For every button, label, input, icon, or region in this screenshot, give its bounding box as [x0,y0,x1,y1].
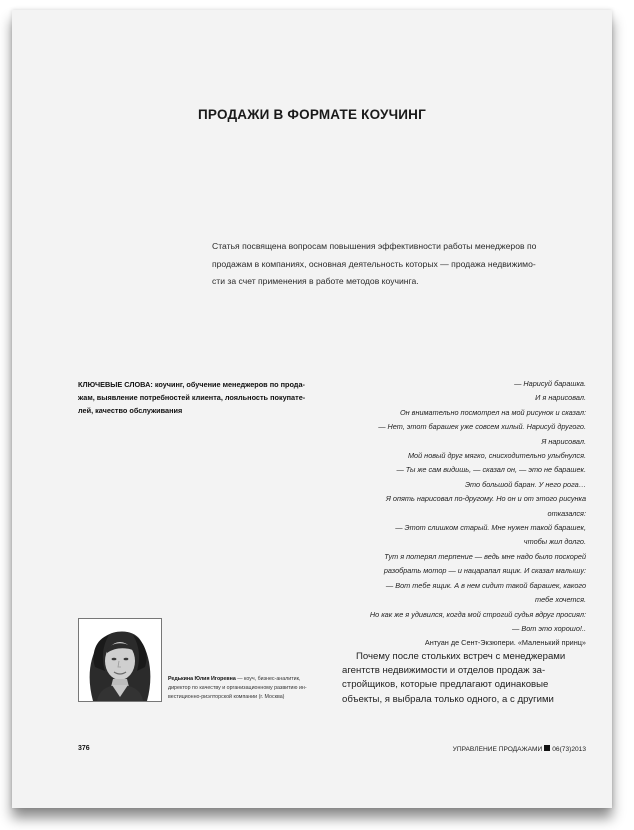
epigraph-line: И я нарисовал. [535,393,586,403]
body-line: Почему после стольких встреч с менеджерами [356,651,566,662]
epigraph-line: — Нет, этот барашек уже совсем хилый. Нарисуй другого. [378,422,586,432]
epigraph-line: разобрать мотор — и нацарапал ящик. И сказал малышу: [383,566,586,576]
epigraph-line: чтобы жил долго. [523,537,586,547]
epigraph-line: тебе хочется. [535,595,586,605]
article-title: ПРОДАЖИ В ФОРМАТЕ КОУЧИНГ [198,107,426,122]
body-line: объекты, я выбрала только одного, а с другими [342,693,554,705]
epigraph-line: — Вот тебе ящик. А в нем сидит такой барашек, какого [385,580,586,590]
epigraph-line: Но как же я удивился, когда мой строгий судья вдруг просиял: [369,609,586,619]
epigraph [306,377,586,651]
epigraph-line: Я нарисовал. [541,436,586,446]
article-abstract [212,238,602,291]
epigraph-line: Мой новый друг мягко, снисходительно улыбнулся. [407,451,586,461]
article-body [342,650,602,707]
author-info [168,675,338,702]
keywords-line: лей, качество обслуживания [78,406,183,415]
author-name: Редькина Юлия Игоревна [168,676,236,682]
epigraph-line: — Этот слишком старый. Мне нужен такой барашек, [395,523,586,533]
magazine-page [12,10,612,808]
author-photo [78,618,162,702]
square-separator-icon [544,745,550,751]
epigraph-line: — Ты же сам видишь, — сказал он, — это не барашек. [396,465,586,475]
keywords-line: КЛЮЧЕВЫЕ СЛОВА: коучинг, обучение менеджеров по прода- [78,380,305,389]
body-line: агентств недвижимости и отделов продаж за- [342,665,546,677]
epigraph-line: Тут я потерял терпение — ведь мне надо было поскорей [384,551,586,561]
journal-name: УПРАВЛЕНИЕ ПРОДАЖАМИ [452,746,543,753]
author-line [168,675,338,684]
page-number: 376 [78,745,90,752]
epigraph-line: — Вот это хорошо!.. [512,623,586,633]
abstract-line: Статья посвящена вопросам повышения эффективности работы менеджеров по [212,241,537,251]
journal-footer [453,745,586,753]
body-line: стройщиков, которые предлагают одинаковые [342,679,549,691]
abstract-line: продажам в компаниях, основная деятельность которых — продажа недвижимо- [212,258,536,269]
epigraph-line: отказался: [547,508,586,518]
author-bio-3: вестиционно-риэлторской компании (г. Москва) [168,694,285,700]
epigraph-line: Это большой баран. У него рога… [464,479,586,489]
epigraph-line: — Нарисуй барашка. [514,379,586,388]
author-portrait-image [79,619,161,701]
abstract-line: сти за счет применения в работе методов коучинга. [212,276,419,286]
epigraph-source: Антуан де Сент-Экзюпери. «Маленький принц» [424,638,586,648]
epigraph-line: Я опять нарисовал по-другому. Но он и от этого рисунка [385,494,586,504]
epigraph-line: Он внимательно посмотрел на мой рисунок и сказал: [399,407,586,417]
journal-issue: 06(73)2013 [552,746,586,753]
author-bio-2: директор по качеству и организационному развитию ин- [168,685,307,691]
author-bio-1: — коуч, бизнес-аналитик, [235,676,301,682]
keywords-line: жам, выявление потребностей клиента, лояльность покупате- [78,393,306,402]
